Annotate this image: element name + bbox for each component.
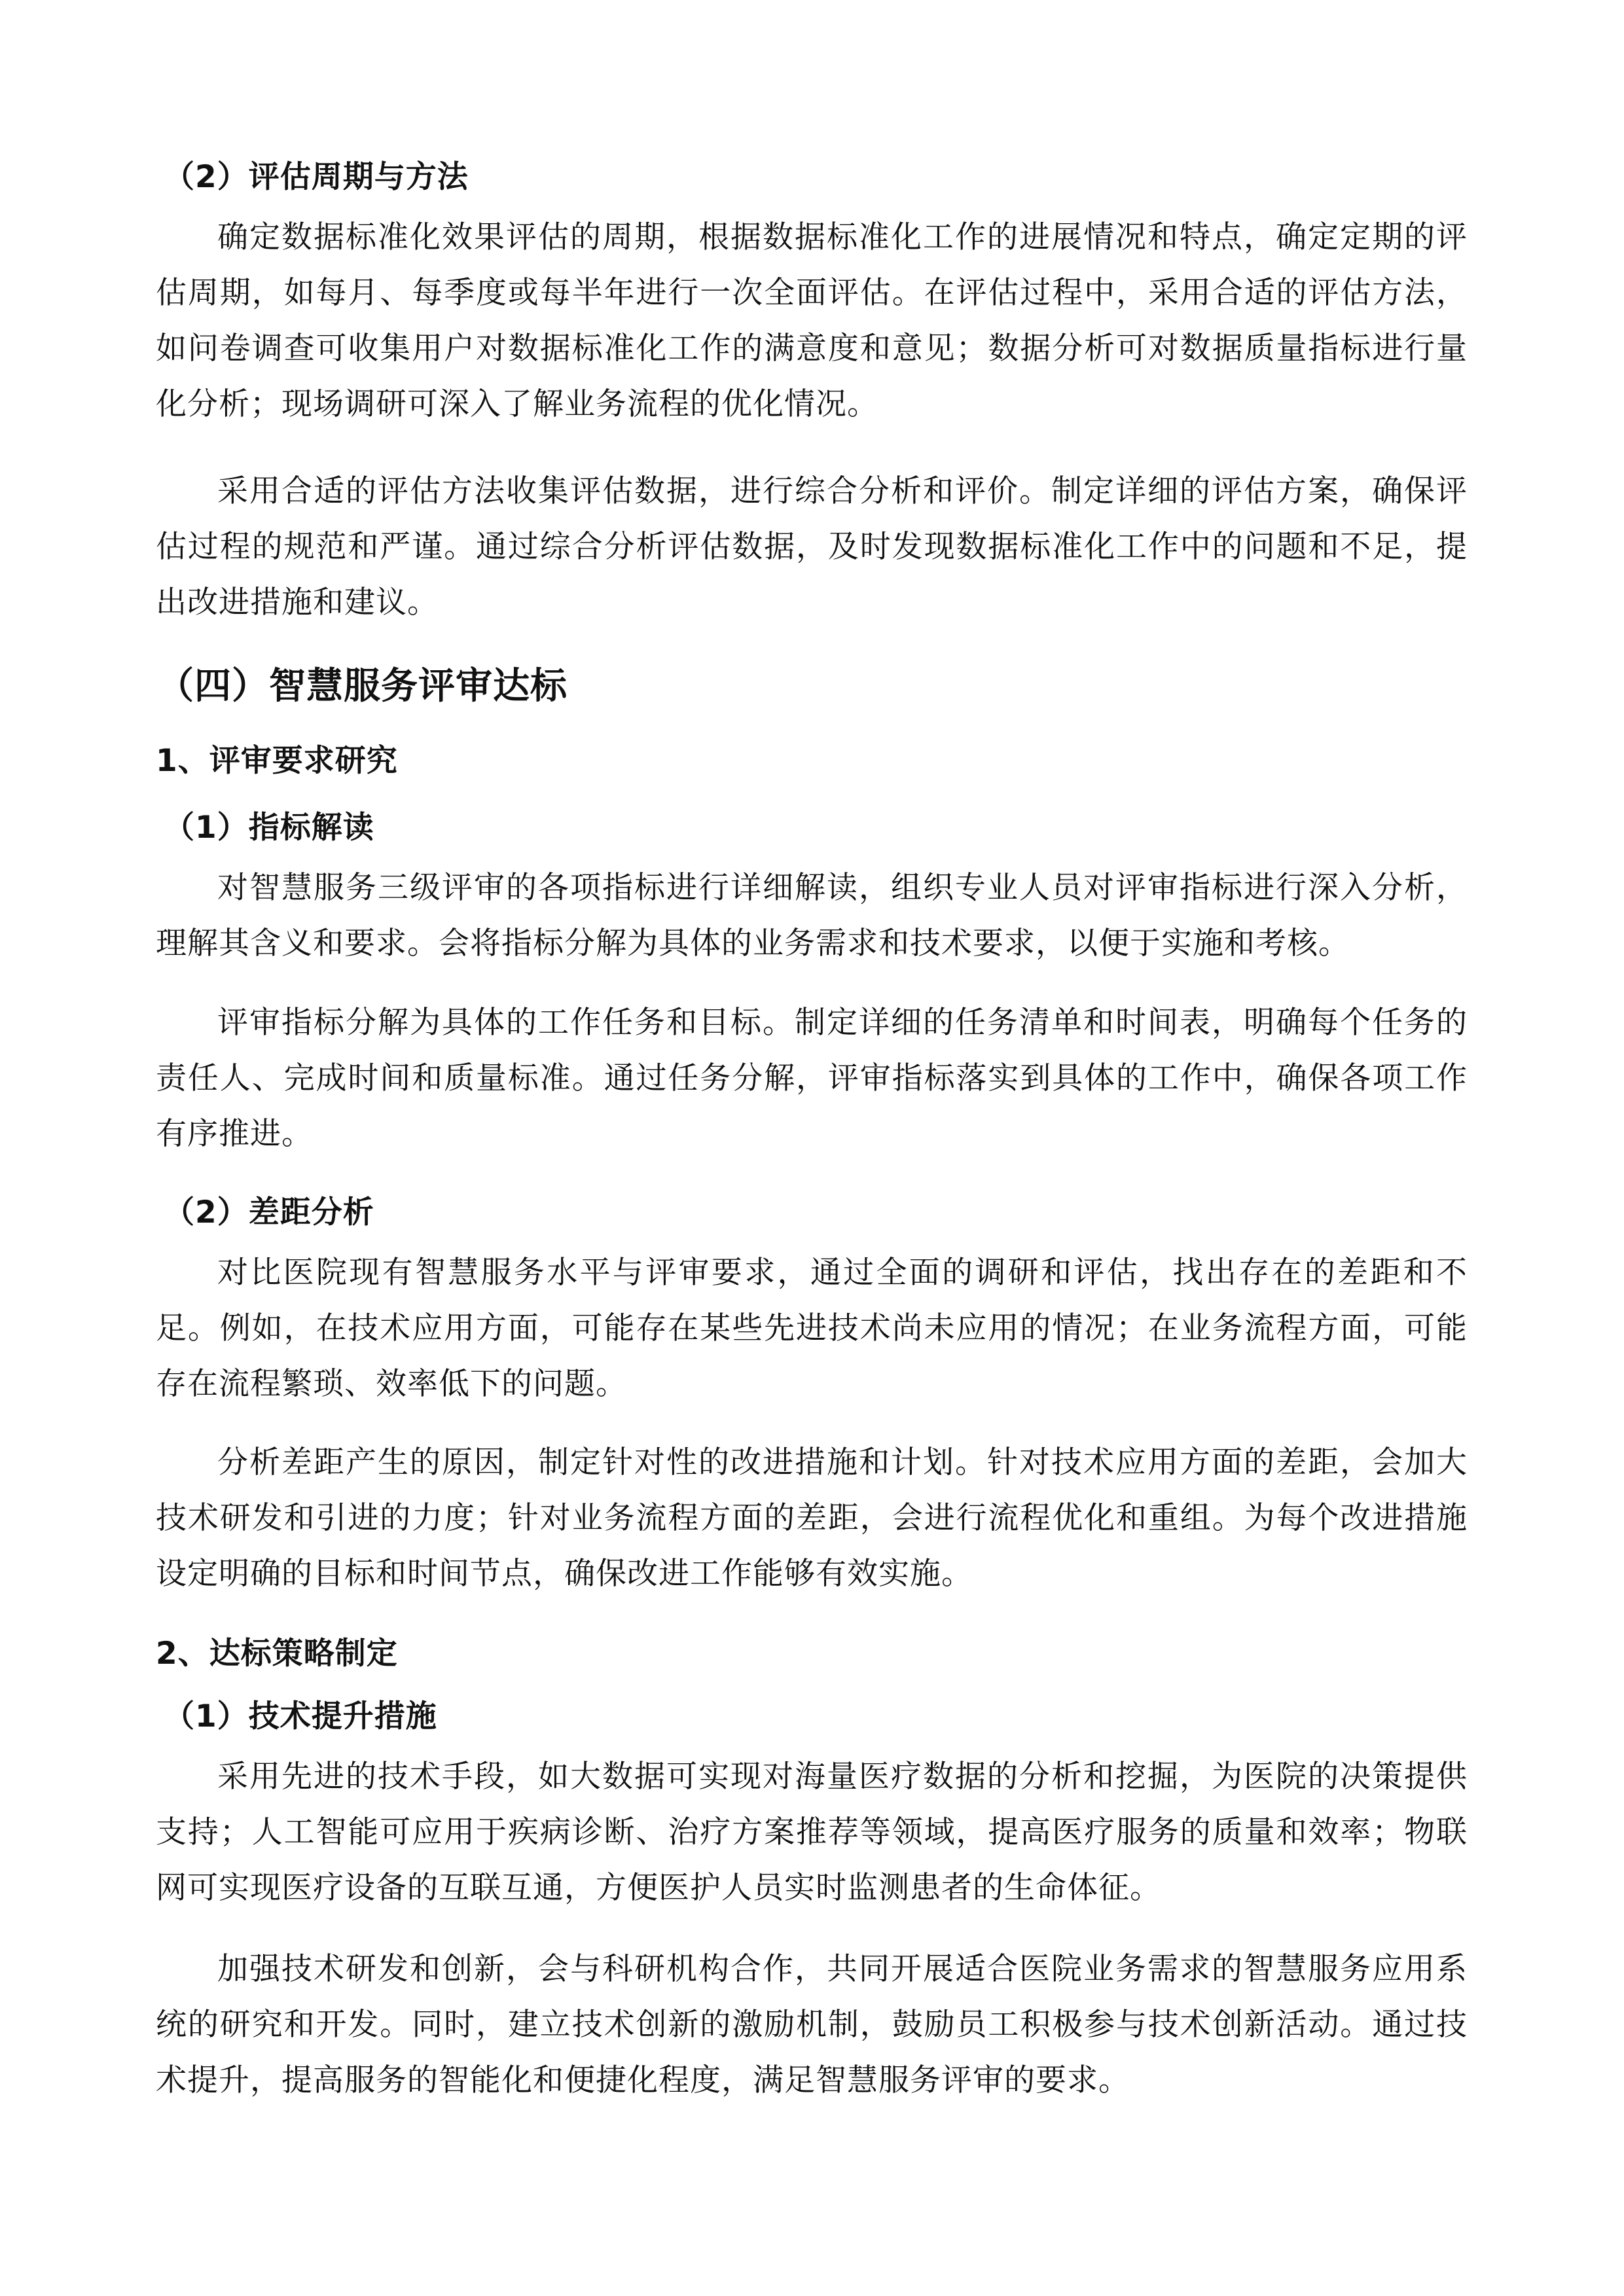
paragraph: 分析差距产生的原因，制定针对性的改进措施和计划。针对技术应用方面的差距，会加大技术研发和引进的力度；针对业务流程方面的差距，会进行流程优化和重组。为每个改进措施设定明确的目标和时间节点，确保改进工作能够有效实施。 bbox=[156, 1444, 1468, 1592]
subsection-title-tech-improvement: （1）技术提升措施 bbox=[164, 1698, 437, 1734]
paragraph: 评审指标分解为具体的工作任务和目标。制定详细的任务清单和时间表，明确每个任务的责任人、完成时间和质量标准。通过任务分解，评审指标落实到具体的工作中，确保各项工作有序推进。 bbox=[156, 1005, 1468, 1152]
section-heading-smart-service: （四）智慧服务评审达标 bbox=[157, 665, 568, 708]
heading-review-requirements: 1、评审要求研究 bbox=[156, 743, 398, 779]
subsection-title-gap-analysis: （2）差距分析 bbox=[164, 1194, 374, 1230]
paragraph: 采用合适的评估方法收集评估数据，进行综合分析和评价。制定详细的评估方案，确保评估过程的规范和严谨。通过综合分析评估数据，及时发现数据标准化工作中的问题和不足，提出改进措施和建议。 bbox=[156, 473, 1468, 620]
subsection-title-evaluation-cycle: （2）评估周期与方法 bbox=[164, 159, 469, 195]
paragraph: 对比医院现有智慧服务水平与评审要求，通过全面的调研和评估，找出存在的差距和不足。例如，在技术应用方面，可能存在某些先进技术尚未应用的情况；在业务流程方面，可能存在流程繁琐、效率低下的问题。 bbox=[156, 1255, 1468, 1402]
heading-strategy: 2、达标策略制定 bbox=[156, 1636, 398, 1672]
paragraph: 加强技术研发和创新，会与科研机构合作，共同开展适合医院业务需求的智慧服务应用系统的研究和开发。同时，建立技术创新的激励机制，鼓励员工积极参与技术创新活动。通过技术提升，提高服务的智能化和便捷化程度，满足智慧服务评审的要求。 bbox=[156, 1951, 1468, 2098]
paragraph: 采用先进的技术手段，如大数据可实现对海量医疗数据的分析和挖掘，为医院的决策提供支持；人工智能可应用于疾病诊断、治疗方案推荐等领域，提高医疗服务的质量和效率；物联网可实现医疗设备的互联互通，方便医护人员实时监测患者的生命体征。 bbox=[156, 1759, 1468, 1906]
paragraph: 对智慧服务三级评审的各项指标进行详细解读，组织专业人员对评审指标进行深入分析，理解其含义和要求。会将指标分解为具体的业务需求和技术要求，以便于实施和考核。 bbox=[156, 870, 1468, 961]
subsection-title-indicator-interpretation: （1）指标解读 bbox=[164, 810, 374, 846]
paragraph: 确定数据标准化效果评估的周期，根据数据标准化工作的进展情况和特点，确定定期的评估周期，如每月、每季度或每半年进行一次全面评估。在评估过程中，采用合适的评估方法，如问卷调查可收集用户对数据标准化工作的满意度和意见；数据分析可对数据质量指标进行量化分析；现场调研可深入了解业务流程的优化情况。 bbox=[156, 219, 1468, 422]
